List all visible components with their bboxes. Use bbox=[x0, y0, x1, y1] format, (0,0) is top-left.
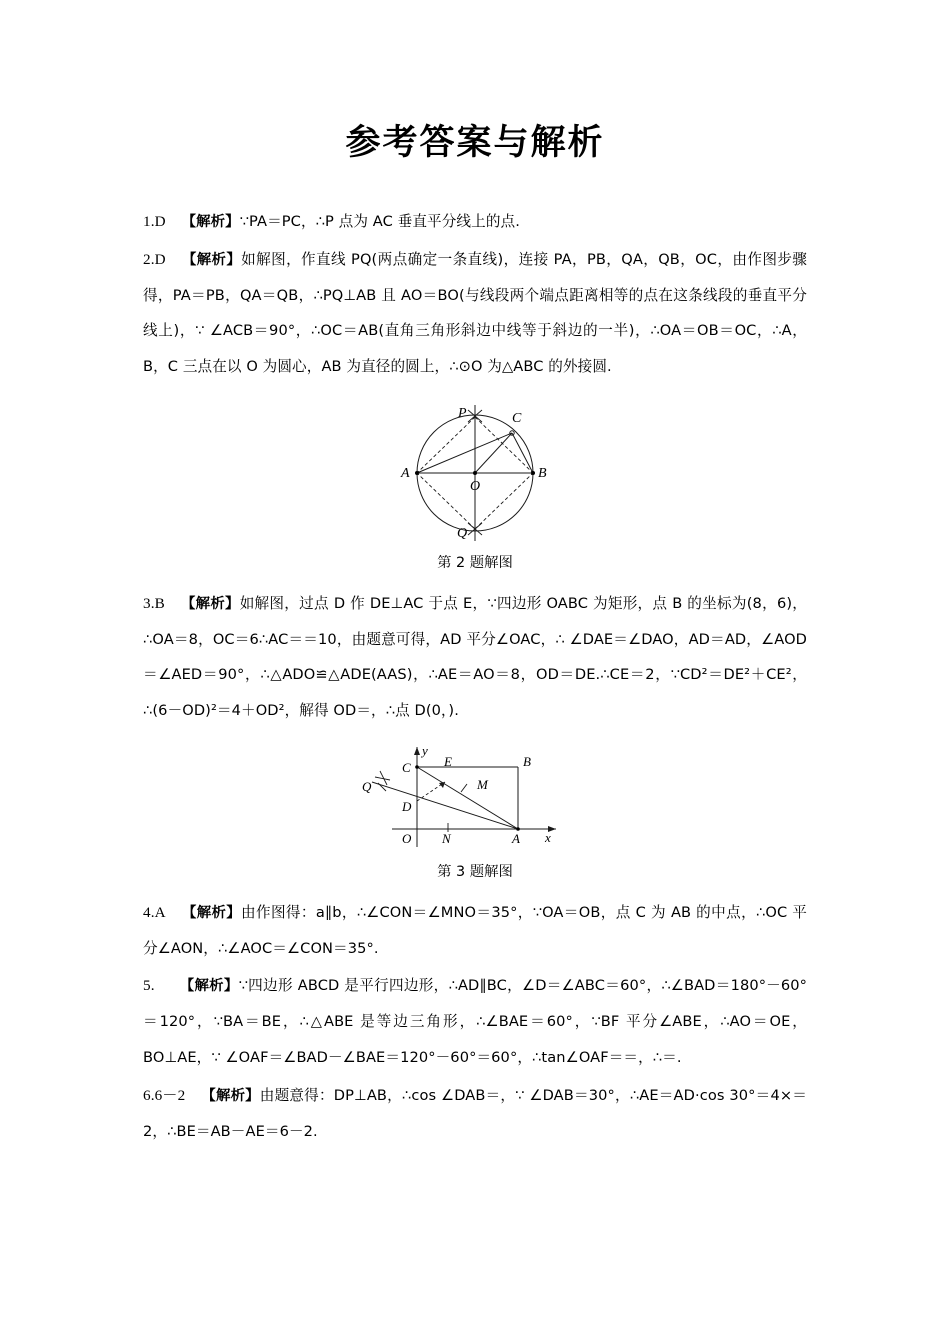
answer-item-4 bbox=[143, 895, 807, 967]
answer-3-choice: B bbox=[154, 594, 165, 612]
line-qda bbox=[372, 782, 518, 829]
label-b-3: B bbox=[523, 753, 531, 769]
label-e: E bbox=[444, 753, 452, 769]
answer-1-choice: D bbox=[154, 213, 166, 230]
label-d: D bbox=[402, 798, 412, 814]
answer-6-choice: 6－2 bbox=[154, 1086, 186, 1104]
point-c-dot-3 bbox=[415, 765, 419, 769]
point-b-dot bbox=[531, 471, 535, 475]
answer-item-2 bbox=[143, 242, 807, 385]
label-a-3: A bbox=[512, 830, 520, 846]
answer-6-number: 6. bbox=[143, 1086, 155, 1104]
line-oc bbox=[475, 433, 512, 473]
answer-4-choice: A bbox=[154, 903, 166, 921]
answer-2-number: 2. bbox=[143, 250, 155, 268]
answer-5-tag: 【解析】 bbox=[179, 978, 239, 995]
label-x-axis: x bbox=[545, 829, 551, 845]
figure-question-2 bbox=[143, 395, 807, 572]
answer-2-choice: D bbox=[154, 250, 166, 268]
label-n: N bbox=[442, 830, 451, 846]
answer-item-6 bbox=[143, 1078, 807, 1150]
arc-mark-q-c bbox=[378, 783, 386, 791]
point-o-dot bbox=[473, 471, 477, 475]
coordinate-diagram bbox=[360, 739, 590, 854]
label-b: B bbox=[538, 465, 547, 481]
line-qb-dashed bbox=[475, 473, 533, 529]
answer-3-text: 如解图，过点 D 作 DE⊥AC 于点 E，∵四边形 OABC 为矩形，点 B 的坐标为(8，6)，∴OA＝8，OC＝6∴AC＝＝10，由题意可得，AD 平分∠OAC，∴ ∠DAE＝∠DAO，AD＝AD，∠AOD＝∠AED＝90°，∴△ADO≌△ADE(AAS)，∴AE＝AO＝8，OD＝DE.∴CE＝2，∵CD²＝DE²＋CE²，∴(6－OD)²＝4＋OD²，解得 OD＝，∴点 D(0，). bbox=[143, 594, 808, 720]
y-axis-arrow bbox=[414, 747, 420, 755]
label-q: Q bbox=[457, 525, 468, 541]
page-title: 参考答案与解析 bbox=[345, 123, 605, 163]
answer-5-number: 5. bbox=[143, 977, 155, 995]
label-o: O bbox=[470, 478, 481, 494]
label-a: A bbox=[401, 465, 410, 481]
answer-6-tag: 【解析】 bbox=[201, 1087, 260, 1104]
answer-5-text: ∵四边形 ABCD 是平行四边形，∴AD∥BC，∠D＝∠ABC＝60°，∴∠BAD＝180°－60°＝120°，∵BA＝BE，∴△ABE 是等边三角形，∴∠BAE＝60°，∵BF 平分∠ABE，∴AO＝OE，BO⊥AE，∵ ∠OAF＝∠BAD－∠BAE＝120°－60°＝60°，∴tan∠OAF＝＝，∴＝. bbox=[143, 977, 808, 1066]
answer-1-text: ∵PA＝PC，∴P 点为 AC 垂直平分线上的点. bbox=[239, 213, 520, 230]
label-c-3: C bbox=[402, 759, 411, 775]
label-c: C bbox=[512, 410, 522, 426]
answer-item-3 bbox=[143, 586, 807, 729]
point-a-dot bbox=[415, 471, 419, 475]
label-y-axis: y bbox=[422, 742, 428, 758]
answer-4-text: 由作图得：a∥b，∴∠CON＝∠MNO＝35°，∵OA＝OB，点 C 为 AB 的中点，∴OC 平分∠AON，∴∠AOC＝∠CON＝35°. bbox=[143, 903, 808, 957]
answer-3-tag: 【解析】 bbox=[180, 595, 240, 612]
label-p: P bbox=[458, 405, 467, 421]
tick-segment-mark bbox=[461, 784, 467, 792]
arc-mark-q-b bbox=[375, 777, 390, 780]
answer-4-number: 4. bbox=[143, 903, 155, 921]
answer-6-text: 由题意得：DP⊥AB，∴cos ∠DAB＝，∵ ∠DAB＝30°，∴AE＝AD·cos 30°＝4×＝2，∴BE＝AB－AE＝6－2. bbox=[143, 1086, 807, 1140]
figure-3-caption: 第 3 题解图 bbox=[437, 863, 513, 880]
answer-item-5 bbox=[143, 968, 807, 1075]
line-ca bbox=[417, 767, 518, 829]
answer-1-number: 1. bbox=[143, 213, 155, 230]
line-qa-dashed bbox=[417, 473, 475, 529]
figure-question-3 bbox=[143, 739, 807, 881]
answers-body bbox=[0, 204, 950, 1149]
answer-3-number: 3. bbox=[143, 594, 155, 612]
label-o-3: O bbox=[402, 830, 412, 846]
line-pa-dashed bbox=[417, 417, 475, 473]
answer-2-tag: 【解析】 bbox=[181, 251, 242, 268]
label-m: M bbox=[477, 776, 488, 792]
label-q-3: Q bbox=[362, 778, 372, 794]
answer-item-1 bbox=[143, 204, 807, 240]
answer-1-tag: 【解析】 bbox=[181, 214, 240, 230]
answer-4-tag: 【解析】 bbox=[181, 904, 242, 921]
figure-2-caption: 第 2 题解图 bbox=[437, 554, 513, 571]
answer-2-text: 如解图，作直线 PQ(两点确定一条直线)，连接 PA，PB，QA，QB，OC，由作图步骤得，PA＝PB，QA＝QB，∴PQ⊥AB 且 AO＝BO(与线段两个端点距离相等的点在这条线段的垂直平分线上)，∵ ∠ACB＝90°，∴OC＝AB(直角三角形斜边中线等于斜边的一半)，∴OA＝OB＝OC，∴A，B，C 三点在以 O 为圆心，AB 为直径的圆上，∴⊙O 为△ABC 的外接圆. bbox=[143, 250, 807, 376]
circle-diagram bbox=[360, 395, 590, 545]
